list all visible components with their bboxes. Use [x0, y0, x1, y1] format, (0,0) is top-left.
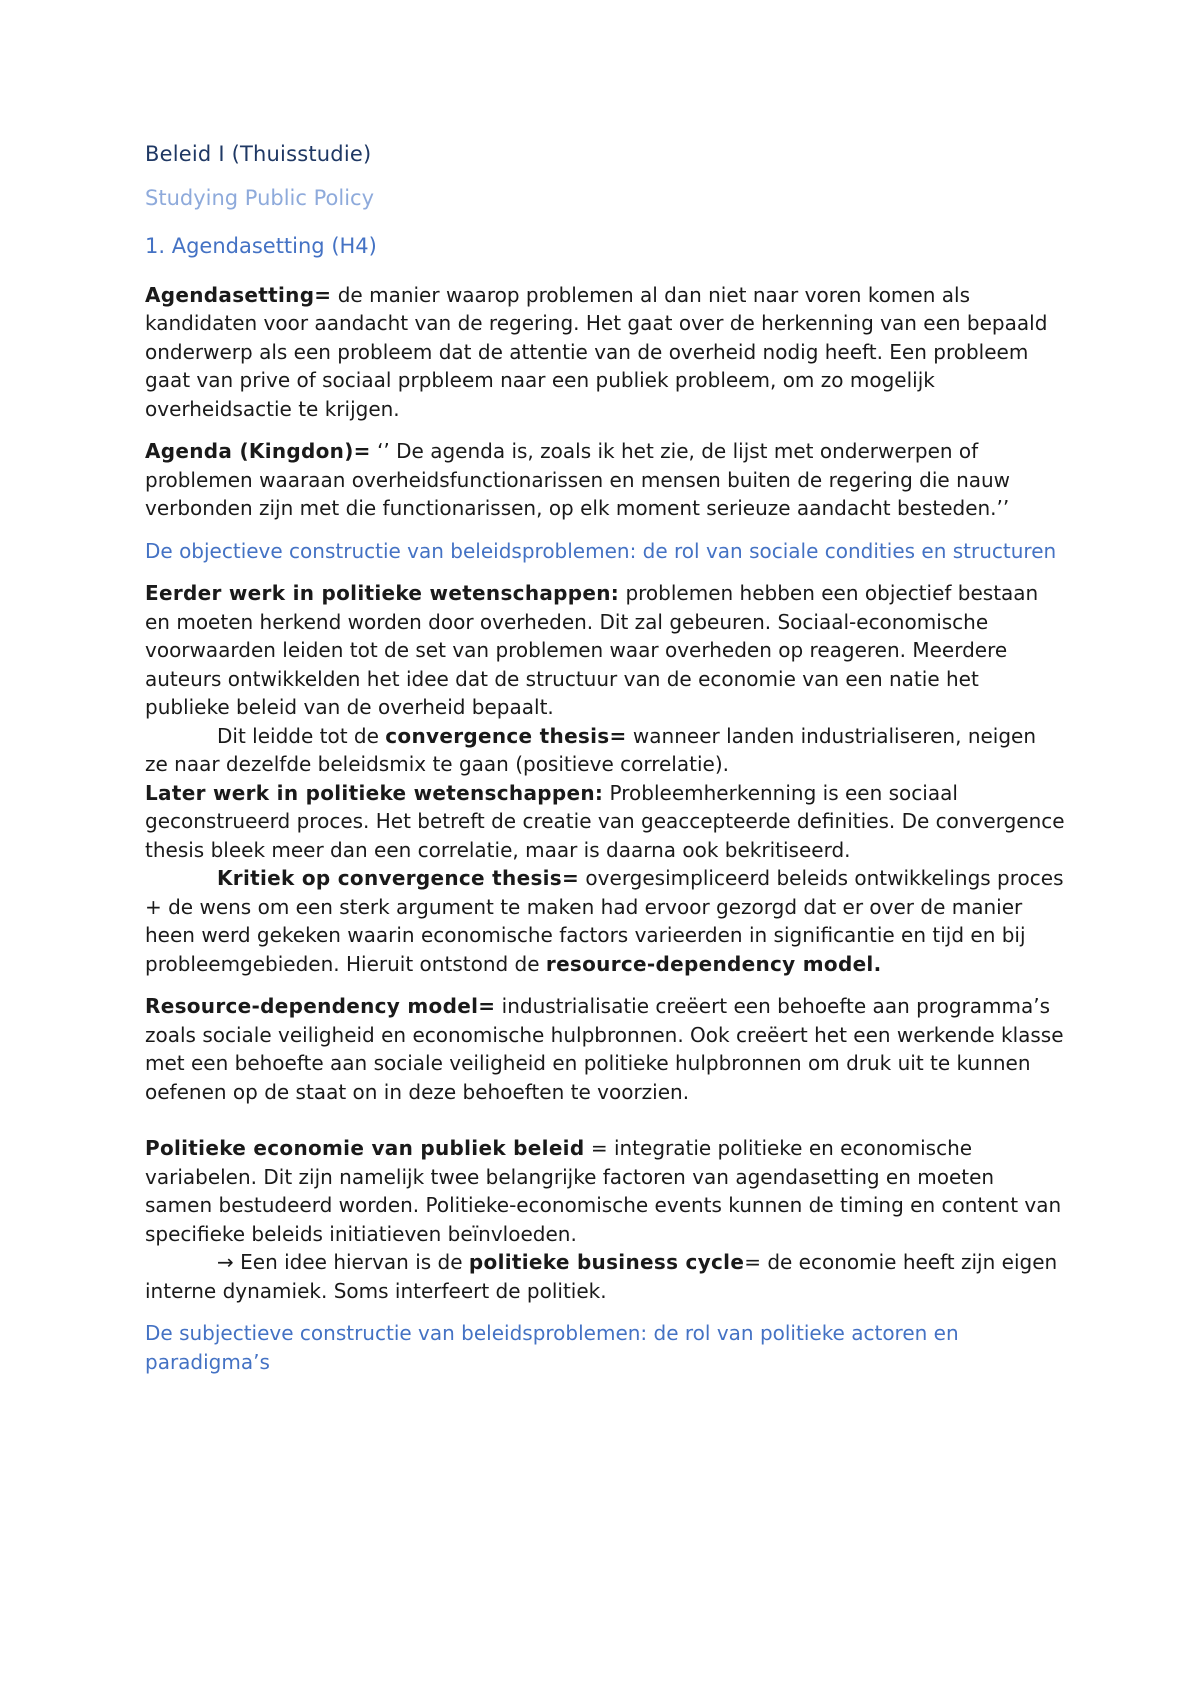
- term-convergence-thesis: convergence thesis=: [385, 723, 627, 748]
- term-earlier-work: Eerder werk in politieke wetenschappen:: [145, 581, 620, 605]
- text-convergence-intro: Dit leidde tot de: [217, 723, 386, 748]
- document-subtitle: Studying Public Policy: [145, 185, 375, 210]
- definition-agenda-kingdon: ‘’ De agenda is, zoals ik het zie, de lijst met onderwerpen of problemen waaraan overheidsfunctionarissen en mensen buiten de regering die nauw verbonden zijn met die functionarissen, op elk moment serieuze aandacht besteden.’’: [145, 439, 1011, 520]
- term-resource-dependency-ref: resource-dependency model.: [545, 951, 882, 976]
- term-business-cycle: politieke business cycle: [468, 1250, 745, 1274]
- text-critique: overgesimpliceerd beleids ontwikkelings proces + de wens om een sterk argument te maken had ervoor gezorgd dat er over de manier heen werd gekeken waarin economische factors varieerden in significantie en tijd en bij probleemgebieden. Hieruit ontstond de: [145, 866, 1064, 976]
- document-title: Beleid I (Thuisstudie): [145, 142, 372, 166]
- paragraph-earlier-work: [145, 579, 1065, 722]
- paragraph-agenda-kingdon: [145, 437, 1065, 523]
- term-political-economy: Politieke economie van publiek beleid: [145, 1136, 585, 1160]
- section-heading: 1. Agendasetting (H4): [145, 234, 377, 258]
- definition-agendasetting: de manier waarop problemen al dan niet naar voren komen als kandidaten voor aandacht van de regering. Het gaat over de herkenning van een bepaald onderwerp als een probleem dat de attentie van de overheid nodig heeft. Een probleem gaat van prive of sociaal prpbleem naar een publiek probleem, om zo mogelijk overheidsactie te krijgen.: [145, 282, 1048, 421]
- term-agenda-kingdon: Agenda (Kingdon)=: [145, 439, 371, 463]
- subheading-subjective-construction: De subjectieve constructie van beleidsproblemen: de rol van politieke actoren en paradigma’s: [145, 1321, 959, 1374]
- term-later-work: Later werk in politieke wetenschappen:: [145, 780, 604, 805]
- text-business-cycle: = de economie heeft zijn eigen interne dynamiek. Soms interfeert de politiek.: [145, 1250, 1058, 1303]
- paragraph-convergence-thesis: [145, 722, 1065, 779]
- paragraph-political-economy: [145, 1134, 1065, 1248]
- term-critique: Kritiek op convergence thesis=: [217, 866, 580, 890]
- blank-line: [145, 1106, 1065, 1134]
- term-agendasetting: Agendasetting=: [145, 282, 332, 307]
- text-later-work: Probleemherkenning is een sociaal geconstrueerd proces. Het betreft de creatie van geaccepteerde definities. De convergence thesis bleek meer dan een correlatie, maar is daarna ook bekritiseerd.: [145, 780, 1065, 862]
- paragraph-resource-dependency: [145, 992, 1065, 1106]
- term-resource-dependency: Resource-dependency model=: [145, 994, 496, 1018]
- text-convergence-thesis: wanneer landen industrialiseren, neigen ze naar dezelfde beleidsmix te gaan (positieve correlatie).: [145, 723, 1037, 776]
- text-business-cycle-intro: Een idee hiervan is de: [233, 1250, 469, 1274]
- text-resource-dependency: industrialisatie creëert een behoefte aan programma’s zoals sociale veiligheid en economische hulpbronnen. Ook creëert het een werkende klasse met een behoefte aan sociale veiligheid en politieke hulpbronnen om druk uit te kunnen oefenen op de staat on in deze behoeften te voorzien.: [145, 994, 1064, 1104]
- paragraph-business-cycle: [145, 1248, 1065, 1305]
- text-earlier-work: problemen hebben een objectief bestaan en moeten herkend worden door overheden. Dit zal gebeuren. Sociaal-economische voorwaarden leiden tot de set van problemen waar overheden op reageren. Meerdere auteurs ontwikkelden het idee dat de structuur van de economie van een natie het publieke beleid van de overheid bepaalt.: [145, 581, 1039, 719]
- text-political-economy: = integratie politieke en economische variabelen. Dit zijn namelijk twee belangrijke factoren van agendasetting en moeten samen bestudeerd worden. Politieke-economische events kunnen de timing en content van specifieke beleids initiatieven beïnvloeden.: [145, 1136, 1062, 1246]
- arrow-icon: →: [217, 1250, 234, 1274]
- paragraph-critique: [145, 864, 1065, 978]
- subheading-objective-construction: De objectieve constructie van beleidsproblemen: de rol van sociale condities en structuren: [145, 538, 1057, 563]
- paragraph-later-work: [145, 779, 1065, 865]
- paragraph-agendasetting: [145, 281, 1065, 424]
- document-body: [145, 140, 1065, 1390]
